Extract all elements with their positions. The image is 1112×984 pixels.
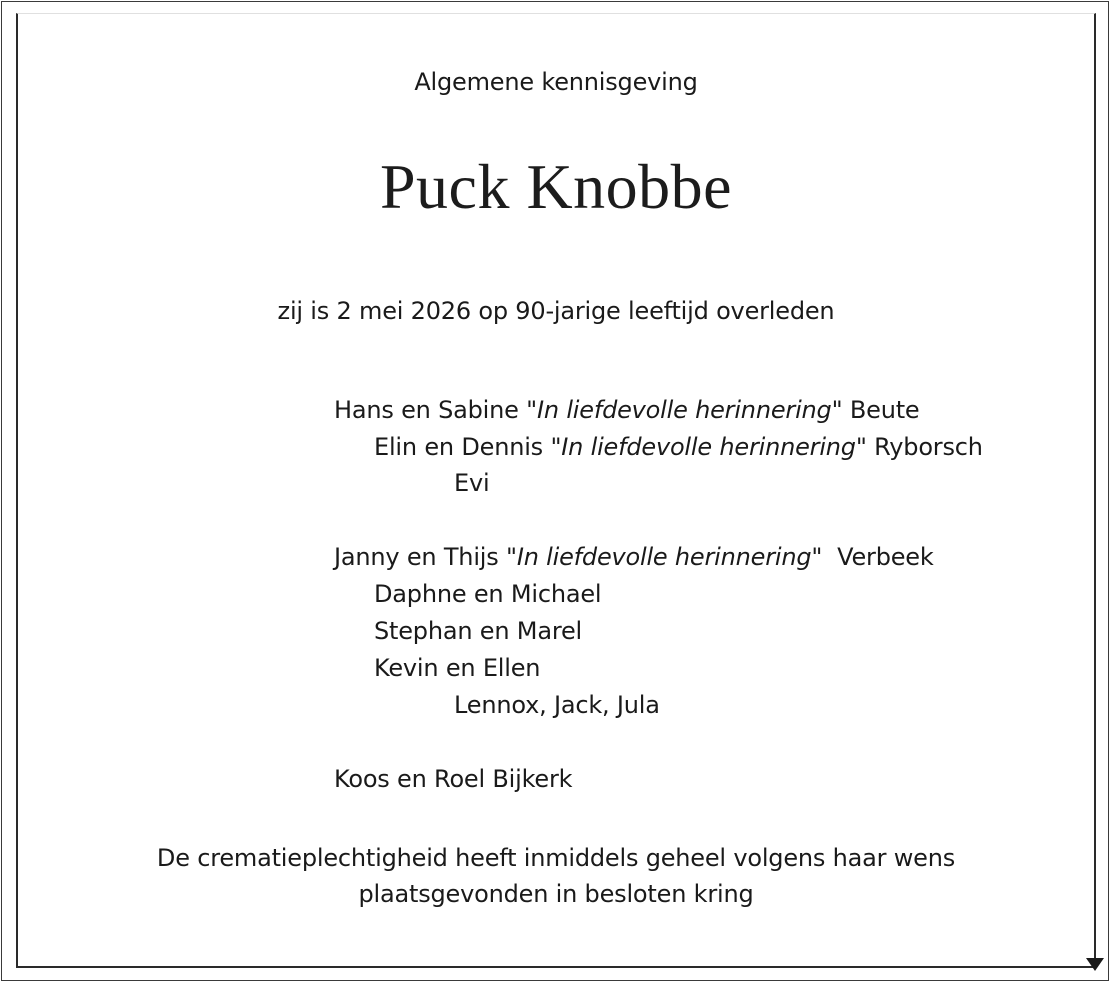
memorial-quote: "In liefdevolle herinnering" bbox=[550, 433, 867, 461]
grandchild-line: Evi bbox=[454, 469, 490, 497]
child-line: Kevin en Ellen bbox=[374, 654, 541, 682]
deceased-name: Puck Knobbe bbox=[379, 151, 733, 222]
family-line bbox=[334, 542, 934, 572]
grandchild-line: Lennox, Jack, Jula bbox=[454, 691, 660, 719]
child-line: Daphne en Michael bbox=[374, 580, 602, 608]
closing-line: plaatsgevonden in besloten kring bbox=[358, 880, 754, 908]
closing-line: De crematieplechtigheid heeft inmiddels geheel volgens haar wens bbox=[156, 844, 956, 872]
family-surname: Ryborsch bbox=[874, 433, 983, 461]
memorial-quote: "In liefdevolle herinnering" bbox=[506, 543, 823, 571]
family-names: Elin en Dennis bbox=[374, 433, 543, 461]
family-line: Koos en Roel Bijkerk bbox=[334, 765, 573, 793]
family-line bbox=[374, 432, 983, 462]
child-line: Stephan en Marel bbox=[374, 617, 582, 645]
death-announcement: zij is 2 mei 2026 op 90-jarige leeftijd overleden bbox=[277, 297, 835, 325]
arrow-down-icon[interactable] bbox=[1086, 958, 1104, 971]
notice-heading: Algemene kennisgeving bbox=[414, 68, 698, 96]
family-surname: Beute bbox=[849, 396, 920, 424]
family-line bbox=[334, 395, 919, 425]
family-surname: Verbeek bbox=[837, 543, 934, 571]
family-names: Hans en Sabine bbox=[334, 396, 519, 424]
family-names: Janny en Thijs bbox=[334, 543, 499, 571]
memorial-quote: "In liefdevolle herinnering" bbox=[526, 396, 843, 424]
